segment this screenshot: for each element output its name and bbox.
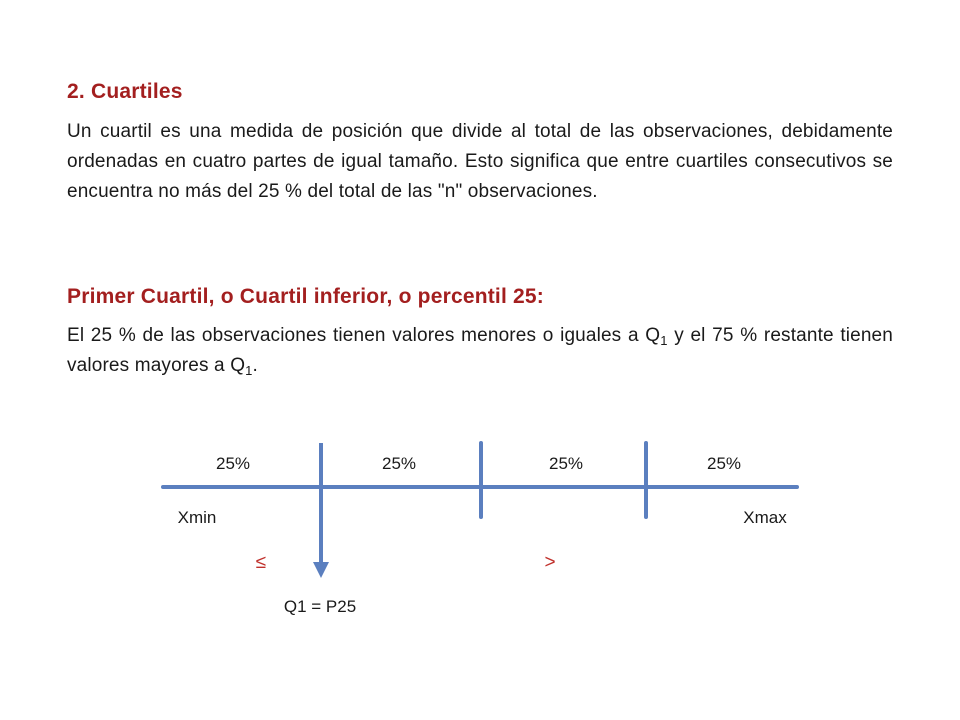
q1-desc-part1: El 25 % de las observaciones tienen valores menores o iguales a Q <box>67 325 661 346</box>
q1-subscript-1: 1 <box>660 333 668 348</box>
less-equal-symbol: ≤ <box>255 552 267 573</box>
section-heading: 2. Cuartiles <box>67 80 183 103</box>
first-quartile-heading: Primer Cuartil, o Cuartil inferior, o percentil 25: <box>67 285 544 308</box>
xmin-label: Xmin <box>177 508 217 527</box>
xmax-label: Xmax <box>743 508 787 527</box>
segment-label-2: 25% <box>381 454 417 473</box>
q1-arrowhead-icon <box>313 562 329 578</box>
segment-label-3: 25% <box>548 454 584 473</box>
greater-symbol: > <box>544 552 556 573</box>
segment-label-4: 25% <box>706 454 742 473</box>
q1-desc-part3: . <box>252 355 258 376</box>
definition-paragraph: Un cuartil es una medida de posición que divide al total de las observaciones, debidamente ordenadas en cuatro partes de igual tamaño. Esto significa que entre cuartiles consecutivos se encuentra no más del 25 % del total de las "n" observaciones. <box>67 121 893 202</box>
q1-desc-part2: y el 75 % restante tienen valores mayores a Q <box>67 325 893 376</box>
segment-label-1: 25% <box>215 454 251 473</box>
q1-subscript-2: 1 <box>245 363 253 378</box>
q1-label: Q1 = P25 <box>283 597 357 616</box>
